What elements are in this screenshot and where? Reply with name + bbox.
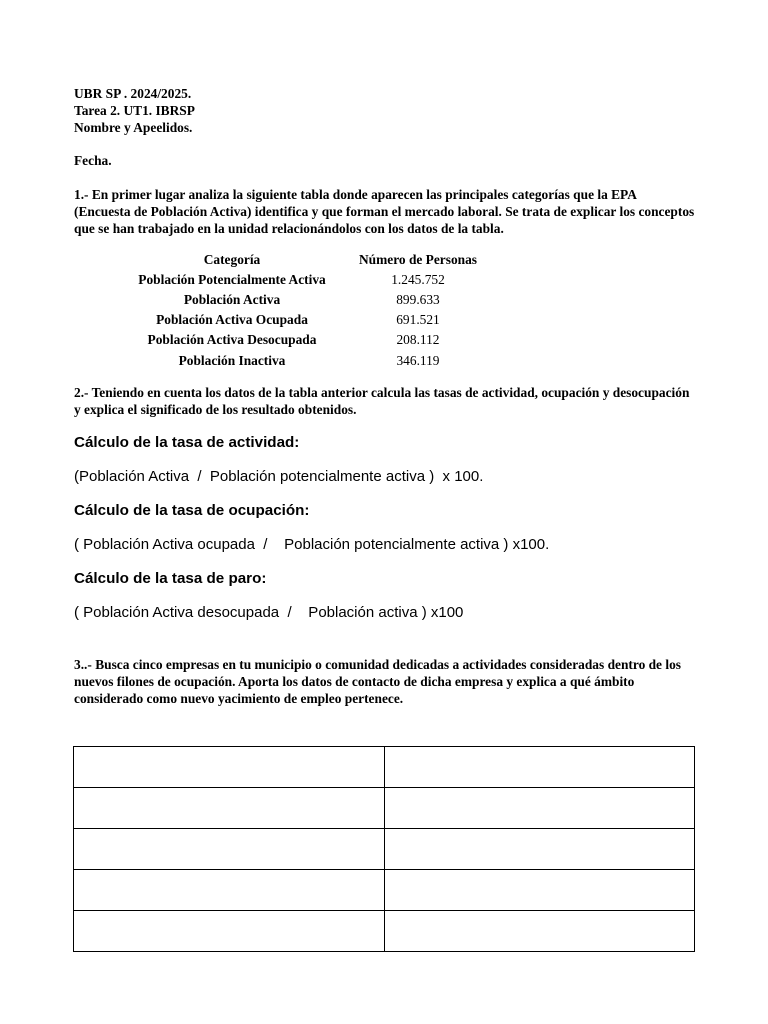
table-row: [119, 270, 491, 290]
occupation-rate-formula: ( Población Activa ocupada / Población potencialmente activa ) x100.: [74, 536, 550, 554]
column-header-category: Categoría: [203, 251, 261, 267]
table-row: [119, 351, 491, 371]
answer-cell[interactable]: [74, 747, 385, 788]
column-header-persons: Número de Personas: [358, 251, 478, 267]
table-row: [74, 788, 695, 829]
table-row: [119, 290, 491, 310]
table-row: [74, 829, 695, 870]
table-row: [119, 330, 491, 350]
companies-answer-table: [73, 746, 695, 952]
answer-cell[interactable]: [384, 747, 695, 788]
answer-cell[interactable]: [74, 911, 385, 952]
question-1: 1.- En primer lugar analiza la siguiente tabla donde aparecen las principales categorías que la EPA (Encuesta de Población Activa) identifica y que forman el mercado laboral. Se trata de explicar los conceptos que se han trabajado en la unidad relacionándolos con los datos de la tabla.: [74, 187, 695, 236]
epa-table: [119, 250, 491, 371]
answer-cell[interactable]: [384, 911, 695, 952]
answer-cell[interactable]: [384, 870, 695, 911]
epa-table-header-row: [119, 250, 491, 270]
answer-cell[interactable]: [74, 829, 385, 870]
value-cell: 691.521: [396, 312, 440, 328]
name-line: Nombre y Apeelidos.: [74, 119, 193, 135]
date-line: Fecha.: [74, 153, 112, 169]
answer-cell[interactable]: [384, 829, 695, 870]
question-2: 2.- Teniendo en cuenta los datos de la tabla anterior calcula las tasas de actividad, ocupación y desocupación y explica el significado de los resultado obtenidos.: [74, 384, 690, 417]
answer-cell[interactable]: [384, 788, 695, 829]
table-row: [74, 911, 695, 952]
table-row: [119, 310, 491, 330]
table-row: [74, 870, 695, 911]
document-page: [74, 86, 696, 708]
table-row: [74, 747, 695, 788]
unemployment-rate-title: Cálculo de la tasa de paro:: [74, 570, 267, 588]
category-cell: Población Inactiva: [178, 352, 286, 368]
category-cell: Población Activa: [183, 292, 281, 308]
activity-rate-title: Cálculo de la tasa de actividad:: [74, 434, 300, 452]
answer-cell[interactable]: [74, 788, 385, 829]
category-cell: Población Potencialmente Activa: [138, 271, 326, 287]
unemployment-rate-formula: ( Población Activa desocupada / Población activa ) x100: [74, 604, 464, 622]
category-cell: Población Activa Desocupada: [147, 332, 317, 348]
category-cell: Población Activa Ocupada: [156, 312, 308, 328]
document-header: [74, 86, 696, 136]
course-line: UBR SP . 2024/2025.: [74, 86, 192, 101]
value-cell: 346.119: [396, 352, 440, 368]
question-3: 3..- Busca cinco empresas en tu municipio o comunidad dedicadas a actividades consideradas dentro de los nuevos filones de ocupación. Aporta los datos de contacto de dicha empresa y explica a qué ámbito considerado como nuevo yacimiento de empleo pertenece.: [74, 657, 681, 706]
answer-cell[interactable]: [74, 870, 385, 911]
value-cell: 899.633: [396, 292, 440, 308]
occupation-rate-title: Cálculo de la tasa de ocupación:: [74, 502, 310, 520]
value-cell: 208.112: [396, 332, 440, 348]
task-line: Tarea 2. UT1. IBRSP: [74, 102, 195, 118]
value-cell: 1.245.752: [391, 271, 445, 287]
activity-rate-formula: (Población Activa / Población potencialmente activa ) x 100.: [74, 468, 484, 486]
